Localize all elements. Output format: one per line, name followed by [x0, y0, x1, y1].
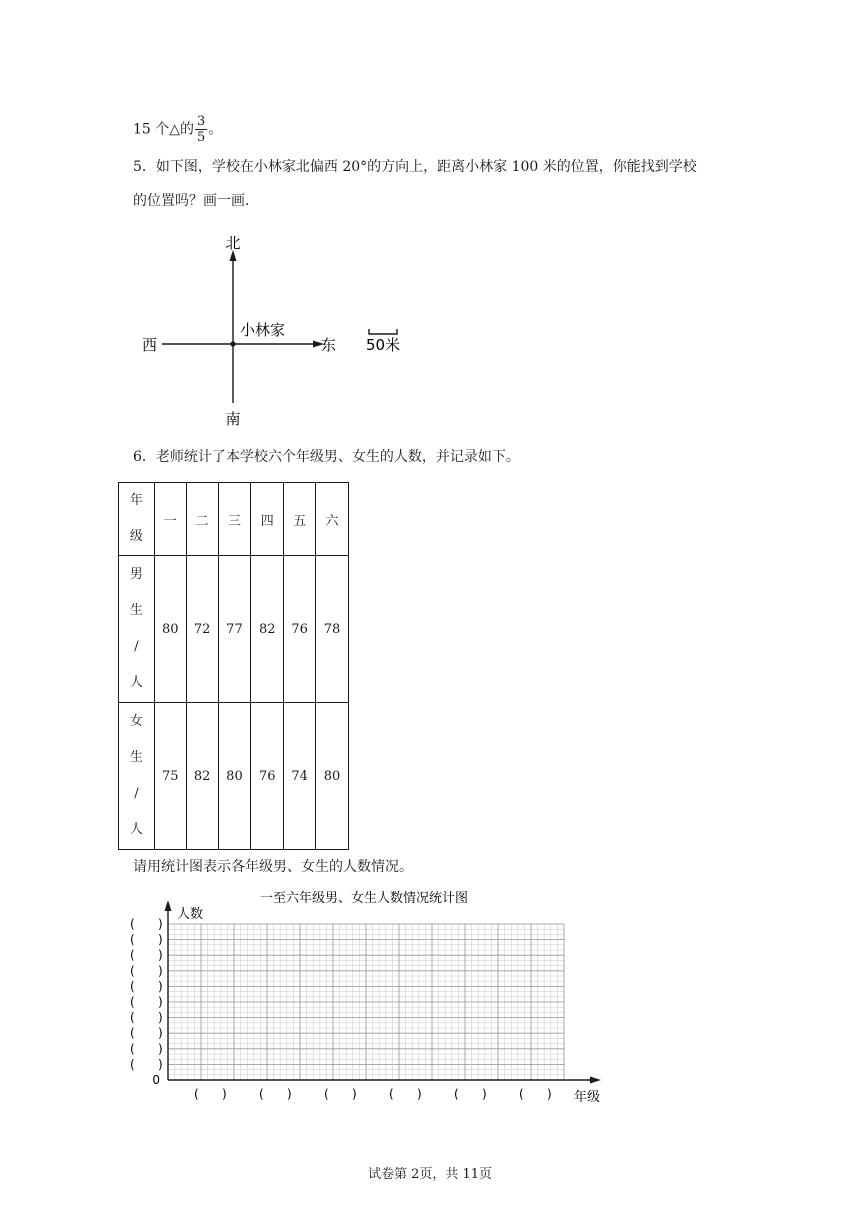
y-axis-arrow-icon	[165, 900, 172, 911]
grade-header-cell: 四	[251, 483, 284, 556]
fraction-numerator: 3	[197, 114, 206, 129]
north-label: 北	[225, 234, 241, 252]
y-blank-close: )	[158, 1057, 163, 1072]
y-blank-open: (	[130, 979, 135, 994]
table-row-girls	[119, 703, 349, 850]
y-blank-open: (	[130, 1041, 135, 1056]
student-count-table	[118, 482, 349, 850]
q5-text-line2: 的位置吗？画一画．	[133, 193, 259, 209]
table-row-boys	[119, 556, 349, 703]
x-axis-label: 年级	[574, 1090, 601, 1105]
x-axis-blanks	[194, 1087, 552, 1101]
chart-title: 一至六年级男、女生人数情况统计图	[259, 891, 469, 906]
x-blank-close: )	[547, 1087, 552, 1101]
chart-grid	[168, 924, 564, 1080]
scale-label: 50米	[366, 336, 401, 354]
prev-answer-suffix: 。	[208, 121, 223, 138]
table-cell: 80	[316, 703, 349, 850]
x-blank-open: (	[259, 1087, 264, 1101]
table-header-row	[119, 483, 349, 556]
x-blank-close: )	[352, 1087, 357, 1101]
q5-text-line1: 5．如下图，学校在小林家北偏西 20°的方向上，距离小林家 100 米的位置，你能找到学校	[133, 159, 697, 175]
origin-label: 0	[152, 1073, 160, 1087]
grade-header-cell: 一	[154, 483, 186, 556]
prev-answer-prefix: 15 个△的	[133, 121, 195, 138]
x-blank-close: )	[222, 1087, 227, 1101]
y-blank-open: (	[130, 963, 135, 978]
chart-instruction: 请用统计图表示各年级男、女生的人数情况。	[133, 859, 413, 875]
grade-header-cell: 三	[218, 483, 251, 556]
y-blank-close: )	[158, 1041, 163, 1056]
x-blank-close: )	[482, 1087, 487, 1101]
y-blank-close: )	[158, 979, 163, 994]
prev-answer-line	[133, 114, 222, 145]
row-label-girls: 女 生 / 人	[119, 703, 155, 850]
x-axis-arrow-icon	[590, 1077, 601, 1084]
y-blank-open: (	[130, 948, 135, 963]
x-blank-open: (	[194, 1087, 199, 1101]
x-blank-open: (	[324, 1087, 329, 1101]
row-label-boys: 男 生 / 人	[119, 556, 155, 703]
x-blank-close: )	[417, 1087, 422, 1101]
home-point	[230, 341, 235, 346]
y-blank-close: )	[158, 1010, 163, 1025]
page-footer: 试卷第 2页，共 11页	[367, 1167, 493, 1182]
y-blank-open: (	[130, 1026, 135, 1041]
table-cell: 80	[154, 556, 186, 703]
y-blank-open: (	[130, 995, 135, 1009]
scale-bar	[369, 329, 397, 334]
y-blank-open: (	[130, 932, 135, 947]
compass-diagram	[130, 228, 410, 432]
y-blank-open: (	[130, 1057, 135, 1072]
grade-header-cell: 二	[186, 483, 218, 556]
table-cell: 82	[251, 556, 284, 703]
table-cell: 80	[218, 703, 251, 850]
y-blank-close: )	[158, 1026, 163, 1041]
y-blank-close: )	[158, 995, 163, 1009]
grade-header-cell: 五	[284, 483, 316, 556]
x-blank-open: (	[454, 1087, 459, 1101]
q6-intro: 6．老师统计了本学校六个年级男、女生的人数，并记录如下。	[133, 449, 520, 465]
y-blank-close: )	[158, 932, 163, 947]
table-cell: 82	[186, 703, 218, 850]
table-cell: 74	[284, 703, 316, 850]
y-blank-open: (	[130, 1010, 135, 1025]
home-label: 小林家	[240, 321, 286, 339]
y-blank-open: (	[130, 917, 135, 931]
x-blank-open: (	[519, 1087, 524, 1101]
table-cell: 76	[284, 556, 316, 703]
fraction	[195, 114, 207, 145]
x-blank-close: )	[287, 1087, 292, 1101]
y-axis-label: 人数	[177, 907, 204, 922]
table-cell: 77	[218, 556, 251, 703]
table-cell: 75	[154, 703, 186, 850]
east-label: 东	[321, 336, 337, 354]
west-label: 西	[142, 336, 158, 354]
y-blank-close: )	[158, 948, 163, 963]
x-blank-open: (	[389, 1087, 394, 1101]
y-axis-blanks	[130, 917, 163, 1071]
table-cell: 76	[251, 703, 284, 850]
y-blank-close: )	[158, 963, 163, 978]
y-blank-close: )	[158, 917, 163, 931]
fraction-denominator: 5	[197, 130, 206, 145]
table-cell: 78	[316, 556, 349, 703]
grade-header-cell: 六	[316, 483, 349, 556]
table-cell: 72	[186, 556, 218, 703]
blank-chart	[120, 884, 610, 1110]
south-label: 南	[225, 410, 241, 428]
header-grade-label: 年 级	[119, 483, 155, 556]
